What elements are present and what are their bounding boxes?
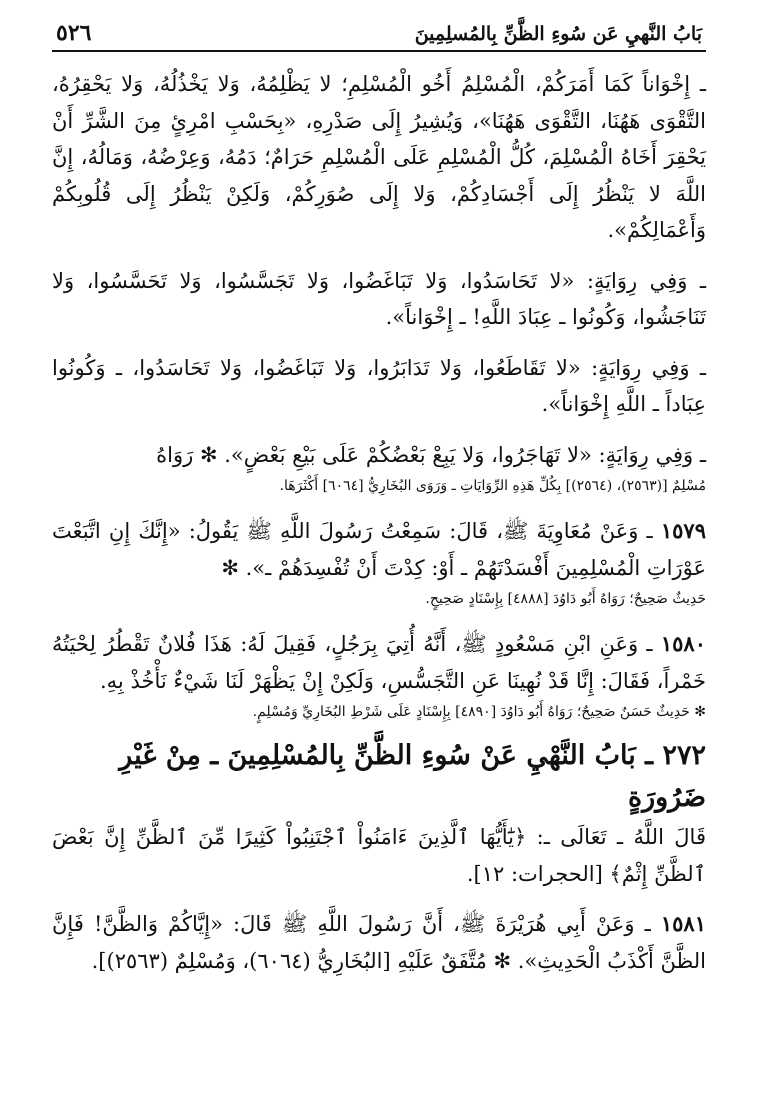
- narration-text: ـ وَفِي رِوَايَةٍ: «لا تَهَاجَرُوا، وَلا يَبِعْ بَعْضُكُمْ عَلَى بَيْعِ بَعْضٍ». ✻ رَوَاهُ: [156, 442, 706, 467]
- verse-text: قَالَ اللَّهُ ـ تَعَالَى ـ: ﴿يَٰٓأَيُّهَا ٱلَّذِينَ ءَامَنُواْ ٱجْتَنِبُواْ كَثِيرًا مِّنَ ٱلظَّنِّ إِنَّ بَعْضَ ٱلظَّنِّ إِثْمٌ﴾ [الحجرات: ١٢].: [52, 825, 706, 886]
- hadith-1579: [52, 513, 706, 612]
- narration-variant-1: [52, 263, 706, 336]
- source-reference: ✻ حَدِيثٌ حَسَنٌ صَحِيحٌ؛ رَوَاهُ أَبُو دَاوُدَ [٤٨٩٠] بِإِسْنَادٍ عَلَى شَرْطِ البُخَارِيِّ وَمُسْلِمٍ.: [252, 704, 706, 720]
- quran-verse: [52, 819, 706, 892]
- hadith-text: ـ وَعَنْ أَبِي هُرَيْرَةَ ﷺ، أَنَّ رَسُولَ اللَّهِ ﷺ قَالَ: «إِيَّاكُمْ وَالظَّنَّ! فَإِنَّ الظَّنَّ أَكْذَبُ الْحَدِيثِ». ✻ مُتَّفَقٌ عَلَيْهِ [البُخَارِيُّ (٦٠٦٤)، وَمُسْلِمٌ (٢٥٦٣)].: [52, 912, 706, 973]
- chapter-heading: ٢٧٢ ـ بَابُ النَّهْيِ عَنْ سُوءِ الظَّنِّ بِالمُسْلِمِينَ ـ مِنْ غَيْرِ ضَرُورَةٍ: [119, 740, 706, 813]
- narration-text: ـ وَفِي رِوَايَةٍ: «لا تَحَاسَدُوا، وَلا تَبَاغَضُوا، وَلا تَجَسَّسُوا، وَلا تَحَسَّسُوا، وَلا تَنَاجَشُوا، وَكُونُوا ـ عِبَادَ اللَّهِ! ـ إِخْوَاناً».: [52, 268, 706, 329]
- narration-variant-3: [52, 437, 706, 500]
- hadith-number: ١٥٨١: [660, 911, 706, 936]
- running-title: بَابُ النَّهيِ عَن سُوءِ الظَّنِّ بِالمُسلِمِينَ: [414, 23, 702, 45]
- narration-text: ـ وَفِي رِوَايَةٍ: «لا تَقَاطَعُوا، وَلا تَدَابَرُوا، وَلا تَبَاغَضُوا، وَلا تَحَاسَدُوا، ـ وَكُونُوا عِبَاداً ـ اللَّهِ إِخْوَاناً».: [52, 355, 706, 416]
- hadith-continuation: [52, 66, 706, 249]
- hadith-text: ـ إِخْوَاناً كَمَا أَمَرَكُمْ، الْمُسْلِمُ أَخُو الْمُسْلِمِ؛ لا يَظْلِمُهُ، وَلا يَخْذُلُهُ، وَلا يَحْقِرُهُ، التَّقْوَى هَهُنَا، التَّقْوَى هَهُنَا»، وَيُشِيرُ إِلَى صَدْرِهِ، «بِحَسْبِ امْرِئٍ مِنَ الشَّرِّ أَنْ يَحْقِرَ أَخَاهُ الْمُسْلِمَ، كُلُّ الْمُسْلِمِ عَلَى الْمُسْلِمِ حَرَامٌ؛ دَمُهُ، وَعِرْضُهُ، وَمَالُهُ، إِنَّ اللَّهَ لا يَنْظُرُ إِلَى أَجْسَادِكُمْ، وَلا إِلَى صُوَرِكُمْ، وَلَكِنْ يَنْظُرُ إِلَى قُلُوبِكُمْ وَأَعْمَالِكُمْ».: [52, 72, 706, 242]
- hadith-number: ١٥٨٠: [660, 631, 706, 656]
- hadith-1580: [52, 626, 706, 725]
- page-number: ٥٢٦: [56, 20, 92, 46]
- source-reference: حَدِيثٌ صَحِيحٌ؛ رَوَاهُ أَبُو دَاوُدَ [٤٨٨٨] بِإِسْنَادٍ صَحِيحٍ.: [425, 591, 706, 607]
- hadith-1581: [52, 906, 706, 979]
- hadith-text: ـ وَعَنِ ابْنِ مَسْعُودٍ ﷺ، أَنَّهُ أُتِيَ بِرَجُلٍ، فَقِيلَ لَهُ: هَذَا فُلانٌ تَقْطُرُ لِحْيَتُهُ خَمْراً، فَقَالَ: إِنَّا قَدْ نُهِينَا عَنِ التَّجَسُّسِ، وَلَكِنْ إِنْ يَظْهَرْ لَنَا شَيْءٌ نَأْخُذْ بِهِ.: [52, 632, 706, 693]
- hadith-text: ـ وَعَنْ مُعَاوِيَةَ ﷺ، قَالَ: سَمِعْتُ رَسُولَ اللَّهِ ﷺ يَقُولُ: «إِنَّكَ إِنِ اتَّبَعْتَ عَوْرَاتِ الْمُسْلِمِينَ أَفْسَدْتَهُمْ ـ أَوْ: كِدْتَ أَنْ تُفْسِدَهُمْ ـ». ✻: [52, 519, 706, 580]
- running-head: [52, 20, 706, 52]
- narration-variant-2: [52, 350, 706, 423]
- hadith-number: ١٥٧٩: [660, 518, 706, 543]
- source-reference: مُسْلِمٌ [(٢٥٦٣)، (٢٥٦٤)] بِكُلِّ هَذِهِ الرِّوَايَاتِ ـ وَرَوَى البُخَارِيُّ [٦٠٦٤] أَكْثَرَهَا.: [279, 478, 706, 494]
